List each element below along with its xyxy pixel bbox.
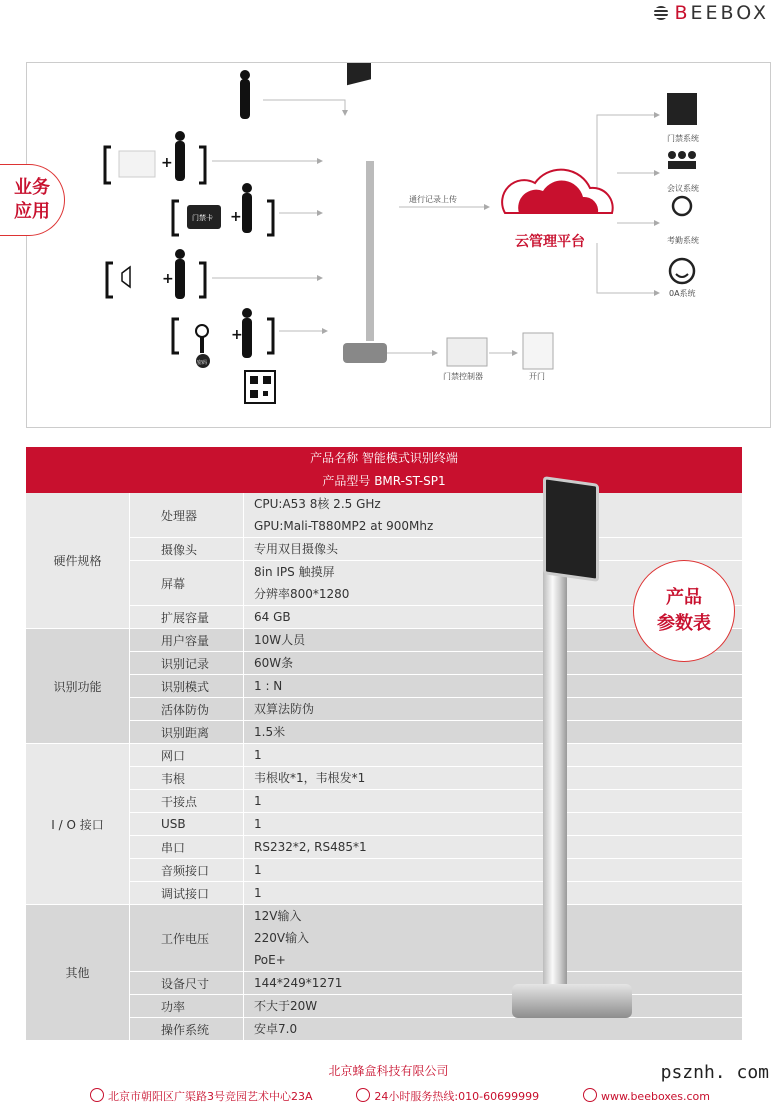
globe-icon [583, 1088, 597, 1102]
spec-table [26, 447, 742, 1041]
watermark: psznh. com [660, 1062, 769, 1083]
svg-text:门禁卡: 门禁卡 [192, 214, 213, 222]
diagram-graphic [27, 63, 770, 427]
spec-key: USB [129, 813, 244, 835]
spec-value: 1 [254, 794, 262, 808]
spec-table-header [26, 447, 742, 493]
spec-row [129, 789, 742, 812]
website: www.beeboxes.com [583, 1088, 710, 1104]
spec-value: 60W条 [254, 656, 294, 670]
brand-name: BEEBOX [674, 2, 769, 24]
parameter-badge: 产品 参数表 [633, 560, 735, 662]
svg-text:+: + [230, 209, 242, 225]
spec-key: 干接点 [129, 790, 244, 812]
spec-row [129, 766, 742, 789]
spec-value: 1.5米 [254, 725, 286, 739]
upload-label: 通行记录上传 [409, 195, 457, 204]
spec-key: 调试接口 [129, 882, 244, 904]
location-icon [90, 1088, 104, 1102]
spec-group-name: I / O 接口 [51, 817, 104, 832]
spec-key: 韦根 [129, 767, 244, 789]
business-diagram [26, 62, 771, 428]
system-label-oa: 0A系统 [669, 289, 696, 298]
spec-row [129, 537, 742, 560]
spec-value: 分辨率800*1280 [254, 587, 350, 601]
spec-value: 64 GB [254, 610, 291, 624]
spec-key: 识别距离 [129, 721, 244, 743]
terminal-screen [543, 476, 599, 582]
product-model: 产品型号 BMR-ST-SP1 [322, 474, 446, 488]
spec-key: 网口 [129, 744, 244, 766]
spec-group-name: 硬件规格 [53, 554, 102, 568]
system-label-attendance: 考勤系统 [667, 236, 699, 245]
svg-text:+: + [161, 155, 173, 171]
spec-row [129, 835, 742, 858]
spec-table-body [26, 493, 742, 1041]
spec-row [129, 971, 742, 994]
system-label-meeting: 会议系统 [667, 184, 699, 193]
beebox-logo-icon [654, 6, 668, 20]
spec-row [129, 905, 742, 971]
spec-value: 144*249*1271 [254, 976, 343, 990]
spec-value: 双算法防伪 [254, 702, 315, 716]
spec-row [129, 720, 742, 743]
cloud-platform-label: 云管理平台 [515, 234, 585, 250]
spec-group-name: 识别功能 [53, 679, 102, 694]
address: 北京市朝阳区广渠路3号竞园艺术中心23A [90, 1088, 313, 1104]
spec-value: 1 : N [254, 679, 283, 693]
spec-row [129, 651, 742, 674]
spec-value: 韦根收*1，韦根发*1 [254, 771, 366, 785]
spec-value: CPU:A53 8核 2.5 GHz [254, 497, 381, 511]
spec-key: 用户容量 [129, 629, 244, 651]
spec-row [129, 744, 742, 766]
spec-row [129, 1017, 742, 1040]
footer-contacts [90, 1088, 710, 1104]
spec-value: GPU:Mali-T880MP2 at 900Mhz [254, 519, 434, 533]
phone-icon [356, 1088, 370, 1102]
spec-row [129, 858, 742, 881]
spec-row [129, 881, 742, 904]
spec-key: 设备尺寸 [129, 972, 244, 994]
spec-key: 功率 [129, 995, 244, 1017]
spec-key: 工作电压 [129, 905, 244, 971]
business-application-badge: 业务 应用 [0, 164, 65, 236]
spec-value: 1 [254, 863, 262, 877]
company-name: 北京蜂盒科技有限公司 [328, 1064, 449, 1078]
spec-key: 识别模式 [129, 675, 244, 697]
spec-group [26, 905, 742, 1041]
spec-row [129, 994, 742, 1017]
spec-value: 220V输入 [254, 931, 310, 945]
spec-row [129, 697, 742, 720]
brand-logo [654, 2, 769, 24]
spec-key: 扩展容量 [129, 606, 244, 628]
spec-key: 处理器 [129, 493, 244, 537]
spec-value: 不大于20W [254, 999, 318, 1013]
spec-key: 串口 [129, 836, 244, 858]
spec-row [129, 493, 742, 537]
spec-value: 专用双目摄像头 [254, 542, 339, 556]
spec-key: 摄像头 [129, 538, 244, 560]
spec-value: 1 [254, 817, 262, 831]
spec-value: 1 [254, 748, 262, 762]
spec-group [26, 629, 742, 744]
spec-value: 1 [254, 886, 262, 900]
spec-value: RS232*2, RS485*1 [254, 840, 367, 854]
product-name: 产品名称 智能模式识别终端 [310, 451, 458, 465]
door-label: 开门 [529, 372, 545, 381]
spec-group [26, 744, 742, 905]
svg-text:密码: 密码 [197, 360, 208, 366]
spec-value: 8in IPS 触摸屏 [254, 565, 335, 579]
terminal-base [512, 984, 632, 1018]
spec-value: 10W人员 [254, 633, 306, 647]
spec-value: PoE+ [254, 953, 286, 967]
spec-row [129, 812, 742, 835]
controller-label: 门禁控制器 [443, 372, 483, 381]
spec-row [129, 674, 742, 697]
spec-value: 安卓7.0 [254, 1022, 298, 1036]
spec-key: 音频接口 [129, 859, 244, 881]
spec-group-name: 其他 [65, 966, 90, 980]
svg-text:+: + [162, 271, 174, 287]
spec-key: 识别记录 [129, 652, 244, 674]
system-label-access: 门禁系统 [667, 134, 699, 143]
spec-key: 活体防伪 [129, 698, 244, 720]
spec-key: 屏幕 [129, 561, 244, 605]
hotline: 24小时服务热线:010-60699999 [356, 1088, 539, 1104]
spec-key: 操作系统 [129, 1018, 244, 1040]
terminal-stand-pole [543, 520, 567, 990]
svg-text:+: + [231, 327, 243, 343]
spec-value: 12V输入 [254, 909, 302, 923]
